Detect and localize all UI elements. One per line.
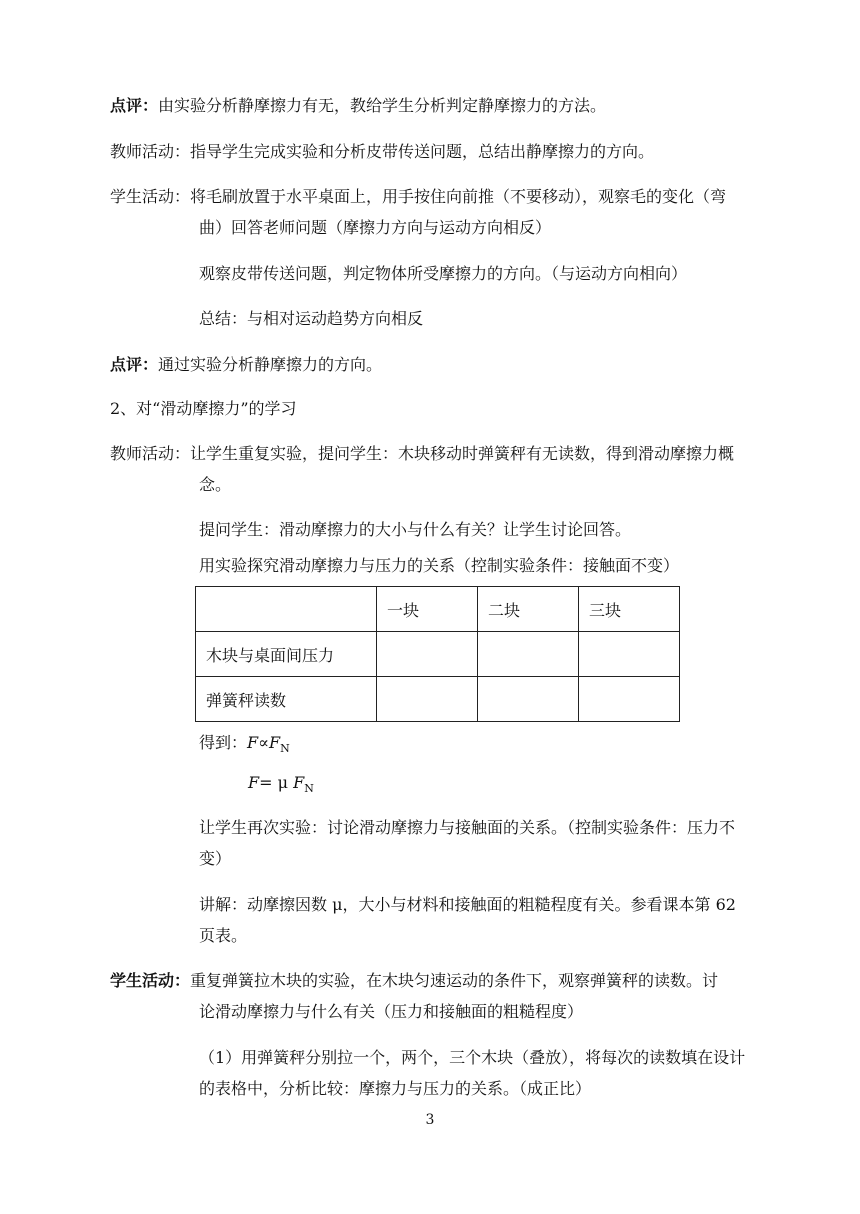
data-table — [195, 586, 680, 722]
explanation-text: 讲解：动摩擦因数 μ，大小与材料和接触面的粗糙程度有关。参看课本第 62 — [199, 895, 736, 914]
step-1-text: （1）用弹簧秤分别拉一个，两个，三个木块（叠放），将每次的读数填在设计 — [199, 1048, 746, 1067]
comment-label: 点评： — [110, 355, 159, 374]
question-text: 提问学生：滑动摩擦力的大小与什么有关？让学生讨论回答。 — [199, 520, 632, 539]
explanation-text-cont: 页表。 — [199, 926, 248, 945]
table-cell — [579, 677, 680, 722]
formula-subscript: N — [304, 782, 314, 796]
paragraph-comment-1 — [110, 96, 606, 116]
section-heading: 2、对“滑动摩擦力”的学习 — [110, 399, 297, 418]
student-activity-label: 学生活动： — [110, 971, 191, 990]
teacher-activity-label: 教师活动： — [110, 142, 191, 161]
table-row — [196, 677, 680, 722]
student-activity-text-cont: 论滑动摩擦力与什么有关（压力和接触面的粗糙程度） — [199, 1002, 584, 1021]
table-cell — [377, 632, 478, 677]
formula-prefix: 得到： — [199, 733, 248, 752]
table-header-cell: 一块 — [377, 587, 478, 632]
paragraph-teacher-activity-1 — [110, 142, 654, 162]
table-row — [196, 632, 680, 677]
formula-equation — [248, 773, 314, 799]
formula-var: F — [268, 733, 281, 752]
paragraph-teacher-activity-2 — [110, 444, 734, 464]
student-activity-text: 重复弹簧拉木块的实验，在木块匀速运动的条件下，观察弹簧秤的读数。讨 — [190, 971, 719, 990]
formula-operator: ∝ — [258, 733, 269, 752]
step-1-text-cont: 的表格中，分析比较：摩擦力与压力的关系。（成正比） — [199, 1079, 592, 1098]
student-activity-text-cont: 曲）回答老师问题（摩擦力方向与运动方向相反） — [199, 218, 552, 237]
repeat-experiment-text-cont: 变） — [199, 849, 232, 868]
table-cell — [478, 632, 579, 677]
comment-label: 点评： — [110, 96, 159, 115]
teacher-activity-text: 让学生重复实验，提问学生：木块移动时弹簧秤有无读数，得到滑动摩擦力概 — [190, 444, 735, 463]
formula-var: F — [248, 773, 260, 792]
summary-text: 总结：与相对运动趋势方向相反 — [199, 309, 424, 328]
table-header-cell: 三块 — [579, 587, 680, 632]
belt-observation-text: 观察皮带传送问题，判定物体所受摩擦力的方向。（与运动方向相向） — [199, 264, 688, 283]
student-activity-label: 学生活动： — [110, 187, 191, 206]
formula-proportional — [199, 733, 290, 759]
table-cell: 木块与桌面间压力 — [196, 632, 377, 677]
student-activity-text: 将毛刷放置于水平桌面上，用手按住向前推（不要移动），观察毛的变化（弯 — [190, 187, 727, 206]
paragraph-student-activity-1 — [110, 187, 726, 207]
comment-text: 通过实验分析静摩擦力的方向。 — [158, 355, 383, 374]
formula-subscript: N — [280, 742, 290, 756]
page-number: 3 — [425, 1112, 435, 1128]
teacher-activity-label: 教师活动： — [110, 444, 191, 463]
experiment-text: 用实验探究滑动摩擦力与压力的关系（控制实验条件：接触面不变） — [199, 556, 680, 575]
table-cell — [579, 632, 680, 677]
table-cell — [377, 677, 478, 722]
repeat-experiment-text: 让学生再次实验：讨论滑动摩擦力与接触面的关系。（控制实验条件：压力不 — [199, 818, 736, 837]
formula-operator: = μ — [259, 773, 294, 792]
formula-var: F — [247, 733, 259, 752]
paragraph-comment-2 — [110, 355, 382, 375]
teacher-activity-text-cont: 念。 — [199, 475, 232, 494]
table-header-cell: 二块 — [478, 587, 579, 632]
paragraph-student-activity-2 — [110, 971, 718, 991]
comment-text: 由实验分析静摩擦力有无，教给学生分析判定静摩擦力的方法。 — [158, 96, 607, 115]
table-header-cell — [196, 587, 377, 632]
table-header-row — [196, 587, 680, 632]
teacher-activity-text: 指导学生完成实验和分析皮带传送问题，总结出静摩擦力的方向。 — [190, 142, 655, 161]
table-cell: 弹簧秤读数 — [196, 677, 377, 722]
formula-var: F — [293, 773, 305, 792]
table-cell — [478, 677, 579, 722]
